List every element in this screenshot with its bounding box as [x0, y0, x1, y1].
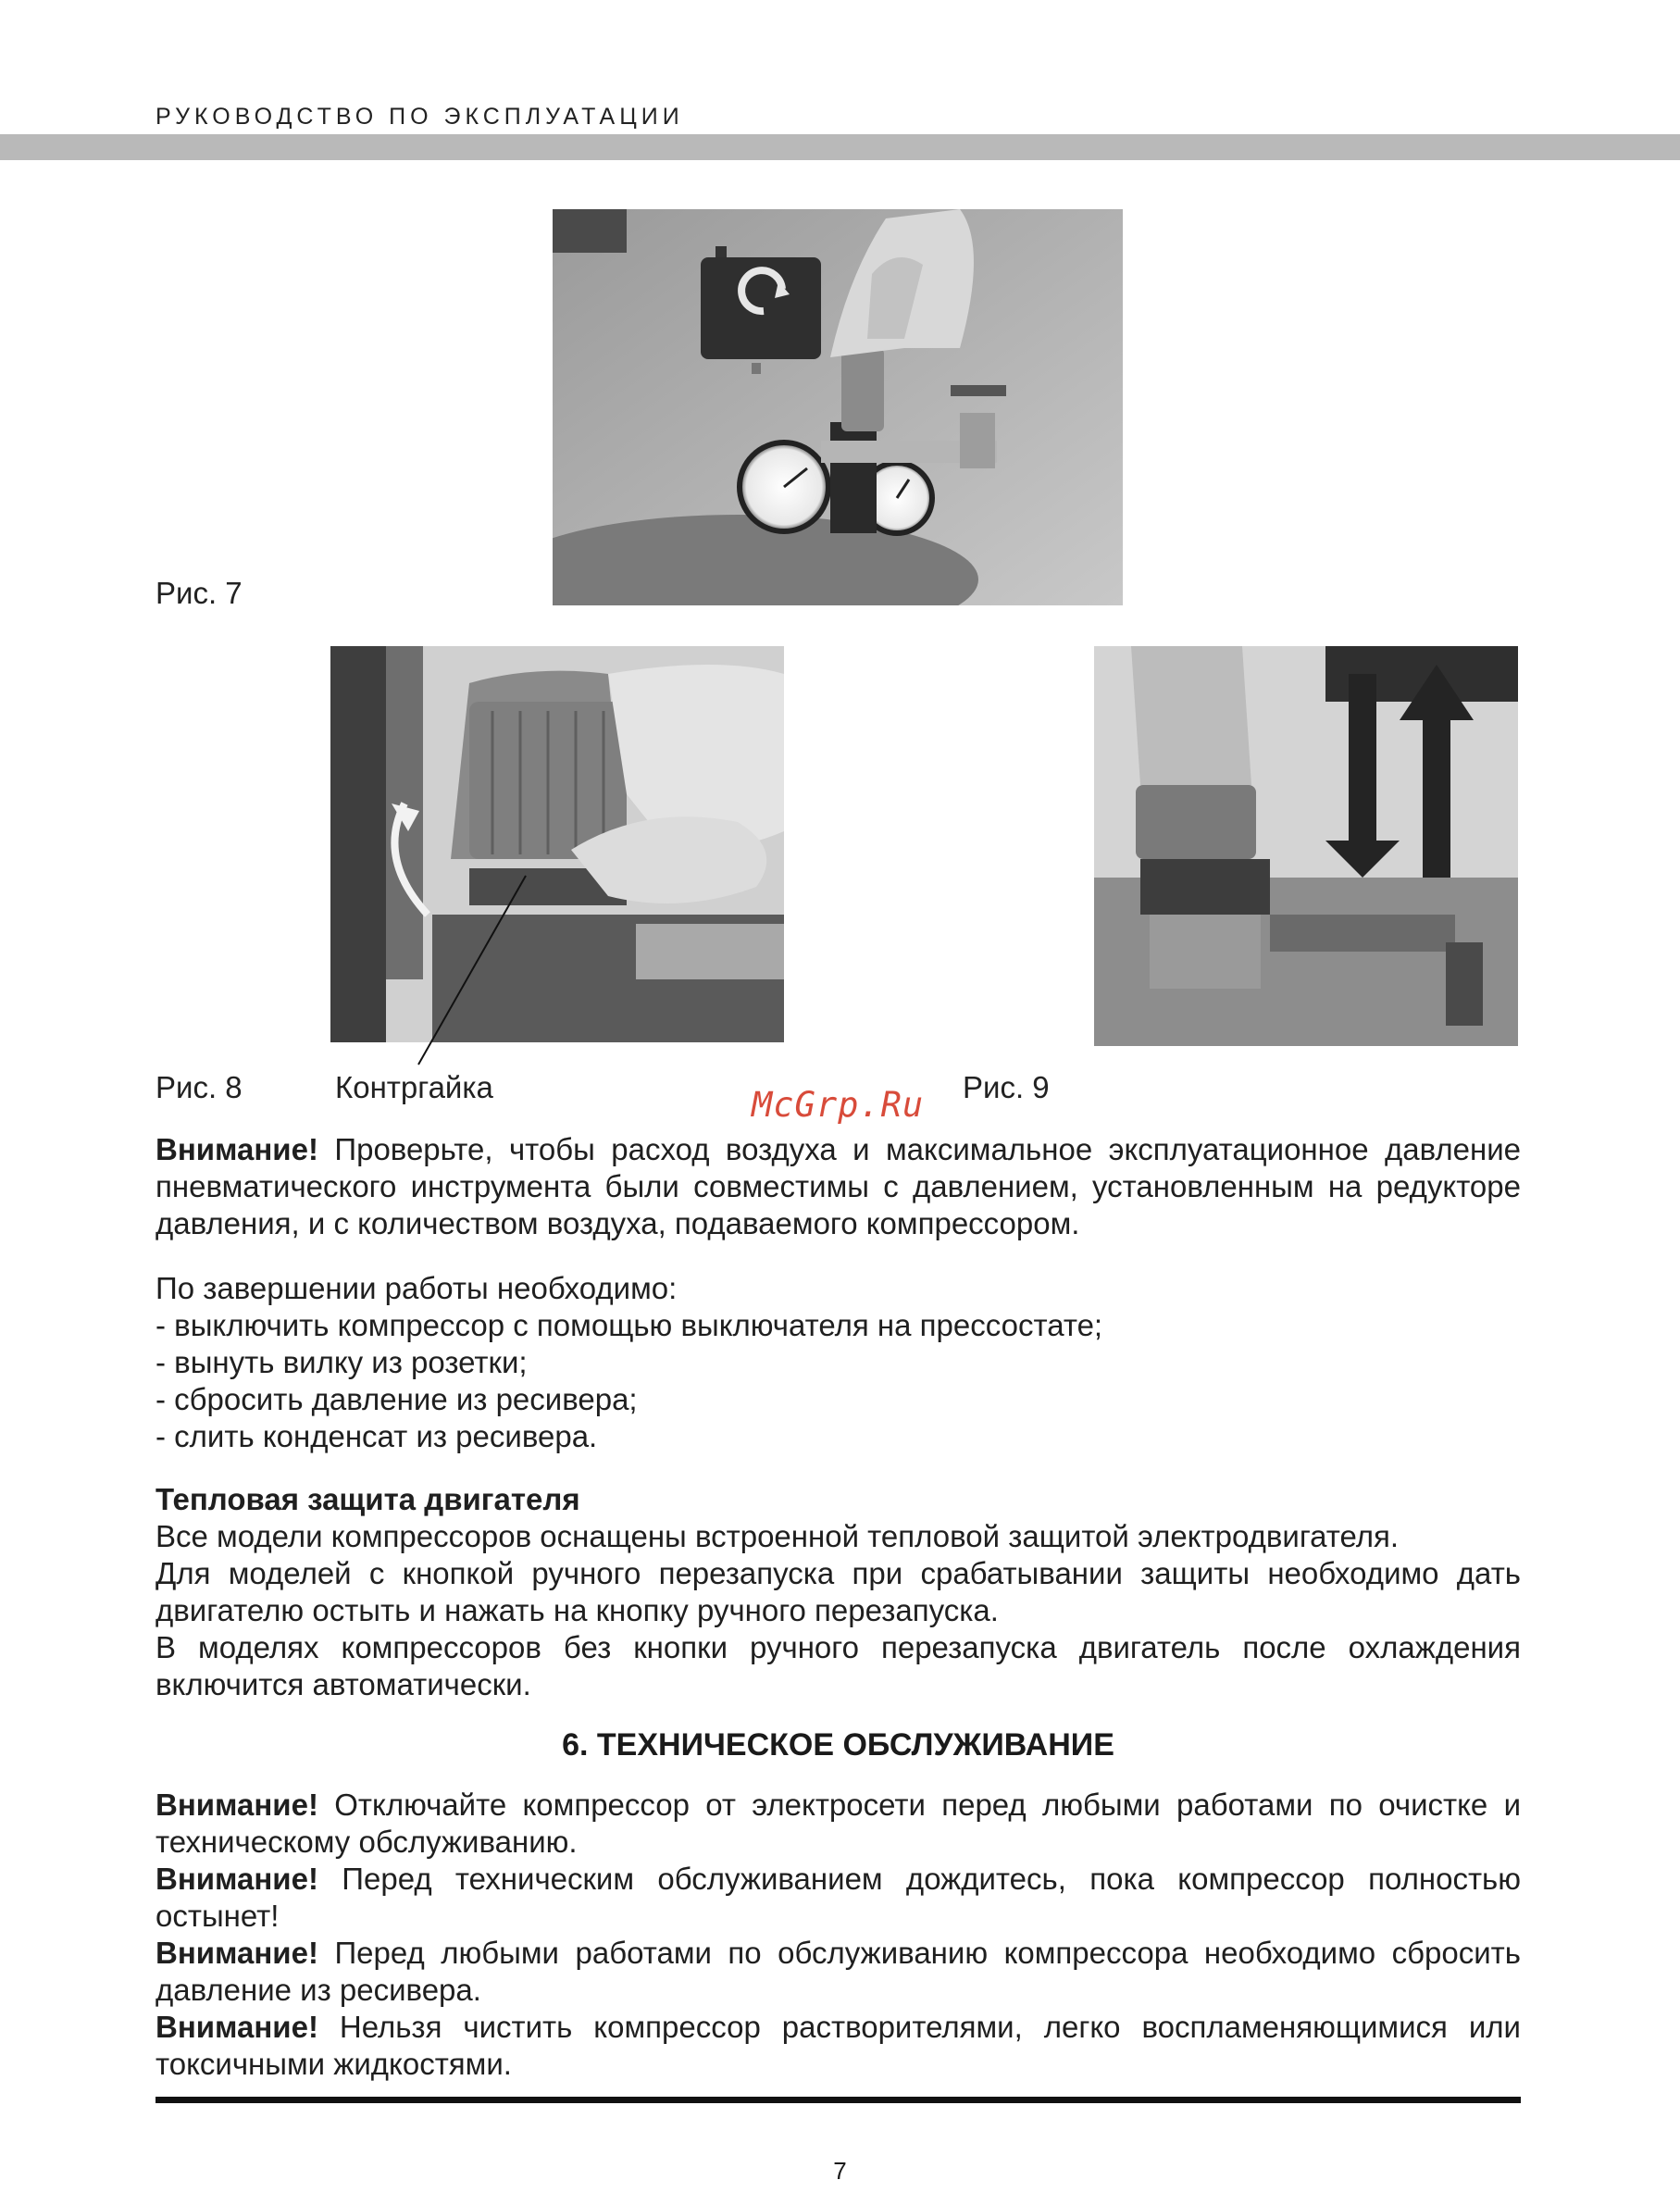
warning-text: Проверьте, чтобы расход воздуха и максимальное эксплуатационное давление пневматического инструмента были совместимы с давлением, установленным на редукторе давления, и с количеством воздуха, подаваемого компрессором.	[156, 1132, 1521, 1240]
maintenance-warning	[156, 1787, 1521, 1861]
thermal-line: Все модели компрессоров оснащены встроенной тепловой защитой электродвигателя.	[156, 1519, 1400, 1553]
warning-paragraph	[156, 1131, 1521, 1242]
document-header-title: РУКОВОДСТВО ПО ЭКСПЛУАТАЦИИ	[156, 104, 684, 130]
warning-text: Нельзя чистить компрессор растворителями, легко воспламеняющимися или токсичными жидкостями.	[156, 2010, 1521, 2081]
maintenance-warnings	[156, 1787, 1521, 2083]
warning-label: Внимание!	[156, 1788, 318, 1822]
thermal-protection-section	[156, 1481, 1521, 1703]
warning-text: Отключайте компрессор от электросети перед любыми работами по очистке и техническому обслуживанию.	[156, 1788, 1521, 1859]
warning-label: Внимание!	[156, 1132, 318, 1166]
list-item: - сбросить давление из ресивера;	[156, 1382, 638, 1416]
list-item: - выключить компрессор с помощью выключателя на прессостате;	[156, 1308, 1103, 1342]
header-bar	[0, 134, 1680, 160]
figure-8-callout-label: Контргайка	[335, 1070, 493, 1104]
figure-7-caption: Рис. 7	[156, 576, 243, 610]
section-title: 6. ТЕХНИЧЕСКОЕ ОБСЛУЖИВАНИЕ	[562, 1727, 1114, 1763]
list-item: - вынуть вилку из розетки;	[156, 1345, 528, 1379]
thermal-line: В моделях компрессоров без кнопки ручного перезапуска двигатель после охлаждения включится автоматически.	[156, 1630, 1521, 1701]
list-item: - слить конденсат из ресивера.	[156, 1419, 598, 1453]
warning-text: Перед техническим обслуживанием дождитесь, пока компрессор полностью остынет!	[156, 1862, 1521, 1933]
warning-label: Внимание!	[156, 2010, 318, 2044]
thermal-line: Для моделей с кнопкой ручного перезапуска при срабатывании защиты необходимо дать двигателю остыть и нажать на кнопку ручного перезапуска.	[156, 1556, 1521, 1627]
figure-9-photo	[1094, 646, 1518, 1046]
maintenance-warning	[156, 2009, 1521, 2083]
maintenance-warning	[156, 1861, 1521, 1935]
footer-rule	[156, 2097, 1521, 2103]
after-work-intro: По завершении работы необходимо:	[156, 1271, 678, 1305]
maintenance-warning	[156, 1935, 1521, 2009]
page-number: 7	[833, 2157, 847, 2185]
thermal-heading: Тепловая защита двигателя	[156, 1482, 580, 1516]
warning-label: Внимание!	[156, 1862, 318, 1896]
warning-text: Перед любыми работами по обслуживанию компрессора необходимо сбросить давление из ресивера.	[156, 1936, 1521, 2007]
figure-8-caption: Рис. 8	[156, 1070, 243, 1104]
figure-7-photo	[553, 209, 1123, 605]
watermark: McGrp.Ru	[752, 1085, 925, 1125]
after-work-list	[156, 1270, 1521, 1455]
warning-label: Внимание!	[156, 1936, 318, 1970]
figure-9-caption: Рис. 9	[963, 1070, 1050, 1104]
figure-8-photo	[330, 646, 784, 1042]
